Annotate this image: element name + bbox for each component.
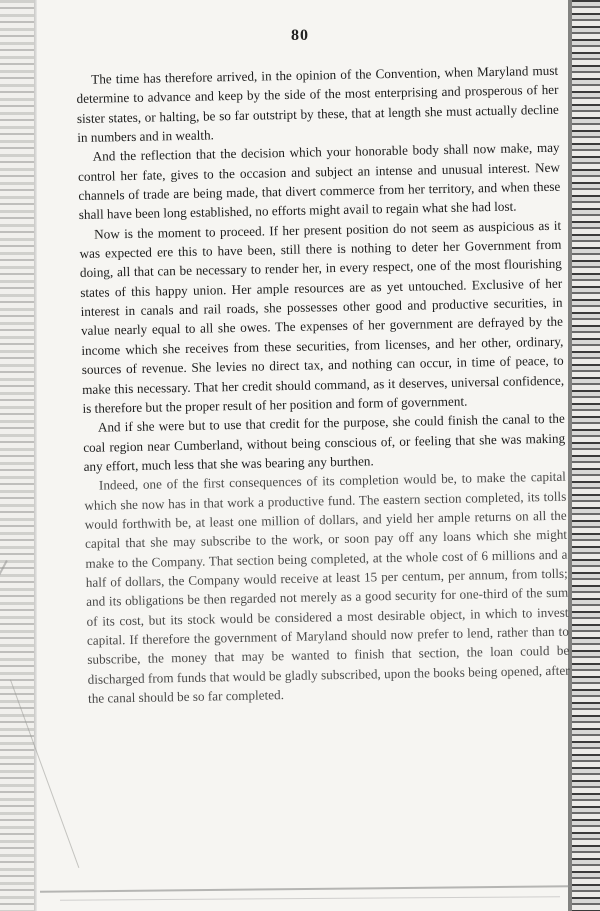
- bottom-scan-line: [40, 885, 570, 893]
- paragraph: And the reflection that the decision which your honorable body shall now make, may control her fate, gives to the occasion and subject an intense and unusual interest. New channels of trade are being made, that divert commerce from her territory, and when these shall have been long established, no efforts might avail to regain what she had lost.: [77, 140, 561, 223]
- binding-shadow: [34, 0, 37, 911]
- page-edge-shadow: [568, 0, 572, 911]
- paragraph: Now is the moment to proceed. If her present position do not seem as auspicious as it was expected ere this to have been, still there is nothing to deter her Government from doing, all that can be necessary to render her, in every respect, one of the most flourishing states of this happy union. Her ample resources are as yet untouched. Exclusive of her interest in canals and rail roads, she possesses other good and productive securities, in value nearly equal to all she owes. The expenses of her government are defrayed by the income which she receives from these securities, from licenses, and her other, ordinary, sources of revenue. She levies no direct tax, and nothing can occur, in time of peace, to make this necessary. That her credit should command, as it deserves, universal confidence, is therefore but the proper result of her position and form of government.: [79, 217, 565, 416]
- page-edge-right: [572, 0, 600, 911]
- paragraph: Indeed, one of the first consequences of its completion would be, to make the capital which she now has in that work a productive fund. The eastern section completed, its tolls would forthwith be, at least one million of dollars, and yield her ample returns on all the capital that she may subscribe to the work, or soon pay off any loans which she might make to the Company. That section being completed, at the whole cost of 6 millions and a half of dollars, the Company would receive at least 15 per centum, per annum, from tolls; and its obligations be then regarded not merely as a good security for one-third of the sum of its cost, but its stock would be considered a most desirable object, in which to invest capital. If therefore the government of Maryland should now prefer to lend, rather than to subscribe, the money that may be wanted to finish that section, the loan could be discharged from funds that would be gladly subscribed, upon the books being opened, after the canal should be so far completed.: [84, 468, 570, 706]
- paragraph: And if she were but to use that credit for the purpose, she could finish the canal to the coal region near Cumberland, without being conscious of, or feeling that she was making any effort, much less that she was bearing any burthen.: [83, 410, 566, 474]
- body-text: [76, 61, 570, 708]
- bottom-scan-line: [60, 896, 560, 900]
- paragraph: The time has therefore arrived, in the opinion of the Convention, when Maryland must determine to advance and keep by the side of the most enterprising and prosperous of her sister states, or halting, be so far outstript by these, that at length she must actually decline in numbers and in wealth.: [76, 62, 559, 146]
- binding-edge: [0, 0, 34, 911]
- page-number: 80: [291, 27, 309, 44]
